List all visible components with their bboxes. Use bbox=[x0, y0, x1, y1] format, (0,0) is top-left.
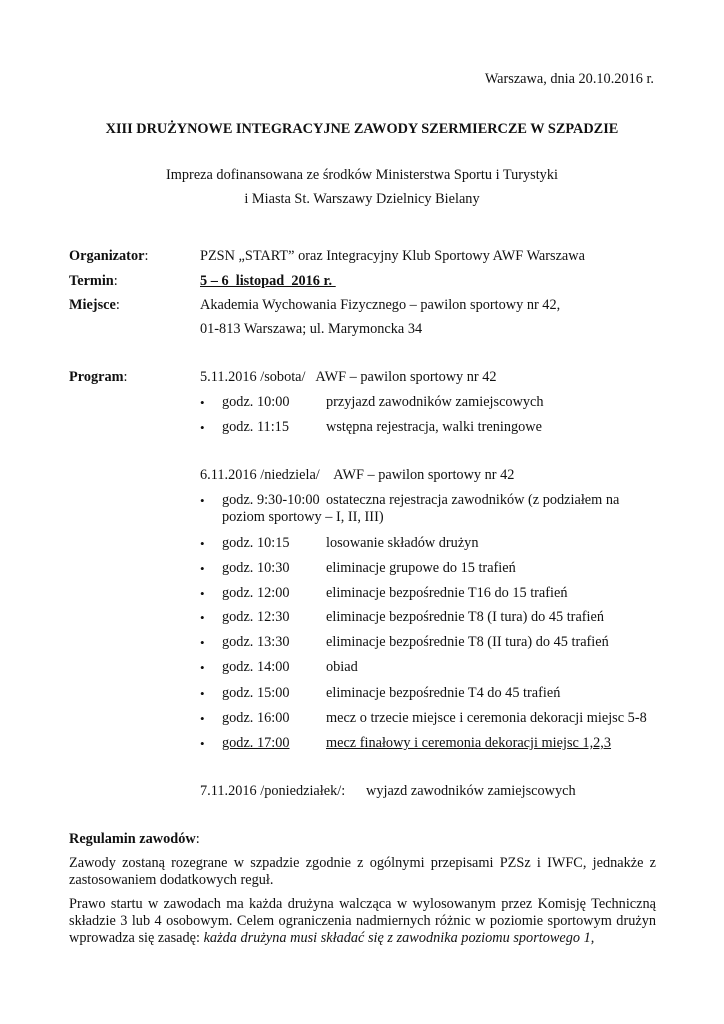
bullet-icon: • bbox=[200, 711, 205, 726]
funding-line-2: i Miasta St. Warszawy Dzielnicy Bielany bbox=[244, 191, 480, 207]
bullet-icon: • bbox=[200, 686, 205, 701]
place-line-2: 01-813 Warszawa; ul. Marymoncka 34 bbox=[200, 321, 423, 337]
bullet-icon: • bbox=[200, 395, 205, 410]
rules-paragraph-2: Prawo startu w zawodach ma każda drużyna walcząca w wylosowanym przez Komisję Techniczną składzie 3 lub 4 osobowym. Celem ograniczenia nadmiernych różnic w poziomie sportowym drużyn wprowadza się zasadę: każda drużyna musi składać się z zawodnika poziomu sportowego 1, bbox=[69, 896, 656, 946]
funding-line-1: Impreza dofinansowana ze środków Ministerstwa Sportu i Turystyki bbox=[166, 167, 558, 183]
bullet-icon: • bbox=[200, 660, 205, 675]
organizer-label: Organizator: bbox=[69, 248, 149, 264]
day3-desc: wyjazd zawodników zamiejscowych bbox=[366, 783, 576, 799]
place-label: Miejsce: bbox=[69, 297, 120, 313]
bullet-icon: • bbox=[200, 561, 205, 576]
rules-heading: Regulamin zawodów: bbox=[69, 831, 200, 847]
bullet-icon: • bbox=[200, 736, 205, 751]
day3-date: 7.11.2016 /poniedziałek/: bbox=[200, 783, 346, 799]
document-page: Warszawa, dnia 20.10.2016 r. XIII DRUŻYNOWE INTEGRACYJNE ZAWODY SZERMIERCZE W SZPADZIE Impreza dofinansowana ze środków Ministerstwa Sportu i Turystyki i Miasta St. Warszawy Dzielnicy Bielany Organizator: PZSN „START” oraz Integracyjny Klub Sportowy AWF Warszawa Termin: 5 – 6 listopad 2016 r. Miejsce: Akademia Wychowania Fizycznego – pawilon sportowy nr 42, 01-813 Warszawa; ul. Marymoncka 34 Program: 5.11.2016 /sobota/ AWF – pawilon sportowy nr 42 • godz. 10:00 przyjazd zawodników zamiejscowych • godz. 11:15 wstępna rejestracja, walki treningowe 6.11.2016 /niedziela/ AWF – pawilon sportowy nr 42 • godz. 9:30-10:00 ostateczna rejestracja zawodników (z podziałem na poziom sportowy – I, II, III) • godz. 10:15 losowanie składów drużyn • godz. 10:30 eliminacje grupowe do 15 trafień • godz. 12:00 eliminacje bezpośrednie T16 do 15 trafień • godz. 12:30 eliminacje bezpośrednie T8 (I tura) do 45 trafień • godz. 13:30 eliminacje bezpośrednie T8 (II tura) do 45 trafień • godz. 14:00 obiad • godz. 15:00 eliminacje bezpośrednie T4 do 45 trafień • godz. 16:00 mecz o trzecie miejsce i ceremonia dekoracji miejsc 5-8 • godz. 17:00 mecz finałowy i ceremonia dekoracji miejsc 1,2,3 7.11.2016 /poniedziałek/: wyjazd zawodników zamiejscowych Regulamin zawodów: Zawody zostaną rozegrane w szpadzie zgodnie z ogólnymi przepisami PZSz i IWFC, jednakże z zastosowaniem dodatkowych reguł. Prawo startu w zawodach ma każda drużyna walcząca w wylosowanym przez Komisję Techniczną składzie 3 lub 4 osobowym. Celem ograniczenia nadmiernych różnic w poziomie sportowym drużyn wprowadza się zasadę: każda drużyna musi składać się z zawodnika poziomu sportowego 1, bbox=[0, 0, 724, 1024]
place-line-1: Akademia Wychowania Fizycznego – pawilon sportowy nr 42, bbox=[200, 297, 561, 313]
program-label: Program: bbox=[69, 369, 128, 385]
term-value: 5 – 6 listopad 2016 r. bbox=[200, 273, 336, 289]
bullet-icon: • bbox=[200, 420, 205, 435]
document-title: XIII DRUŻYNOWE INTEGRACYJNE ZAWODY SZERMIERCZE W SZPADZIE bbox=[105, 121, 619, 137]
bullet-icon: • bbox=[200, 586, 205, 601]
organizer-value: PZSN „START” oraz Integracyjny Klub Sportowy AWF Warszawa bbox=[200, 248, 585, 264]
date-line: Warszawa, dnia 20.10.2016 r. bbox=[484, 71, 654, 87]
day2-heading: 6.11.2016 /niedziela/ AWF – pawilon sportowy nr 42 bbox=[200, 467, 515, 483]
bullet-icon: • bbox=[200, 493, 205, 508]
bullet-icon: • bbox=[200, 610, 205, 625]
rules-paragraph-1: Zawody zostaną rozegrane w szpadzie zgodnie z ogólnymi przepisami PZSz i IWFC, jednakże z zastosowaniem dodatkowych reguł. bbox=[69, 855, 656, 888]
day1-heading: 5.11.2016 /sobota/ AWF – pawilon sportowy nr 42 bbox=[200, 369, 497, 385]
bullet-icon: • bbox=[200, 536, 205, 551]
bullet-icon: • bbox=[200, 635, 205, 650]
term-label: Termin: bbox=[69, 273, 118, 289]
